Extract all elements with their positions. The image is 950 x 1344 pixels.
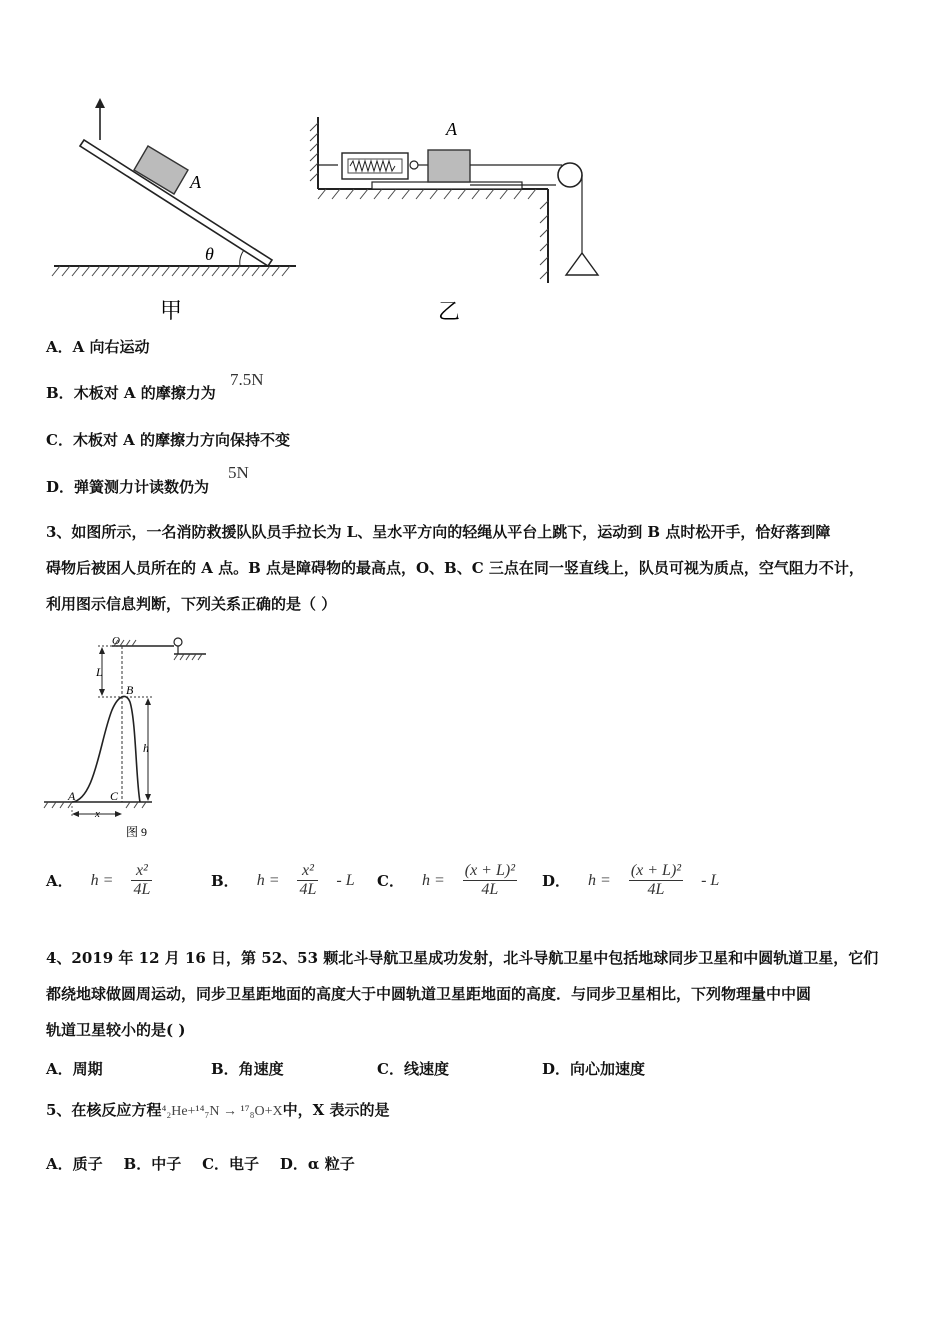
q4-line-3: 轨道卫星较小的是( ) (46, 1021, 186, 1039)
q4-option-a: A．周期 (46, 1060, 103, 1078)
q3-line-2: 碍物后被困人员所在的 A 点。B 点是障碍物的最高点，O、B、C 三点在同一竖直线上，队员可视为质点，空气阻力不计， (46, 559, 864, 577)
q3-line-1: 3、如图所示，一名消防救援队队员手拉长为 L、呈水平方向的轻绳从平台上跳下，运动到 B 点时松开手，恰好落到障 (46, 523, 831, 541)
figure-caption: 图 9 (126, 825, 148, 839)
q3-option-d: D． h = $\frac{\text{(x + L)²}}{4L}$ - L (542, 862, 720, 898)
label-o: O (112, 635, 120, 647)
label-a-jia: A (190, 172, 201, 192)
block-a (134, 146, 188, 194)
q4-option-b: B．角速度 (211, 1060, 284, 1078)
q5-prefix: 5、在核反应方程 (46, 1101, 162, 1119)
q3-option-a: A． h = $\frac{\text{x²}}{4L}$ (46, 862, 151, 898)
q2-option-c: C．木板对 A 的摩擦力方向保持不变 (46, 431, 291, 449)
figure-jia-label: 甲 (160, 298, 183, 323)
block-a-yi (428, 150, 470, 182)
figure-yi (300, 105, 620, 335)
q5-stem (46, 1099, 389, 1120)
label-b: B (126, 683, 134, 697)
q2-option-b: B．木板对 A 的摩擦力为 (46, 384, 216, 402)
q4-option-c: C．线速度 (377, 1060, 449, 1078)
q2-option-d: D．弹簧测力计读数仍为 (46, 478, 210, 496)
q2-option-a: A．A 向右运动 (46, 338, 150, 356)
hanging-weight (566, 253, 598, 275)
label-h: h (143, 741, 149, 755)
q3-option-c: C． h = $\frac{\text{(x + L)²}}{4L}$ (377, 862, 515, 898)
q5-suffix: 中，X 表示的是 (282, 1101, 390, 1119)
figure-jia (40, 90, 310, 330)
q4-line-1: 4、2019 年 12 月 16 日，第 52、53 颗北斗导航卫星成功发射，北斗导航卫星中包括地球同步卫星和中圆轨道卫星，它们 (46, 949, 879, 967)
q3-stem (46, 514, 916, 622)
label-a-yi: A (446, 119, 457, 139)
q3-option-b: B． h = $\frac{\text{x²}}{4L}$ - L (211, 862, 355, 898)
label-l: L (96, 665, 103, 679)
label-c: C (110, 789, 119, 803)
q3-figure (40, 630, 230, 845)
pulley (558, 163, 582, 187)
q2-option-d-value: 5N (228, 463, 249, 482)
label-x: x (95, 808, 100, 820)
label-a: A (68, 789, 76, 803)
angle-theta-label: θ (205, 244, 214, 264)
q4-stem (46, 940, 916, 1048)
figure-yi-label: 乙 (438, 299, 461, 324)
q4-line-2: 都绕地球做圆周运动，同步卫星距地面的高度大于中圆轨道卫星距地面的高度．与同步卫星相比，下列物理量中中圆 (46, 985, 812, 1003)
q4-option-d: D．向心加速度 (542, 1060, 646, 1078)
q3-line-3: 利用图示信息判断，下列关系正确的是（ ） (46, 595, 337, 613)
q5-options: A．质子 B．中子 C．电子 D．α 粒子 (46, 1155, 355, 1173)
q2-option-b-value: 7.5N (230, 370, 264, 389)
q5-equation: ⁴₂He+¹⁴₇N → ¹⁷₈O+X (161, 1104, 283, 1119)
